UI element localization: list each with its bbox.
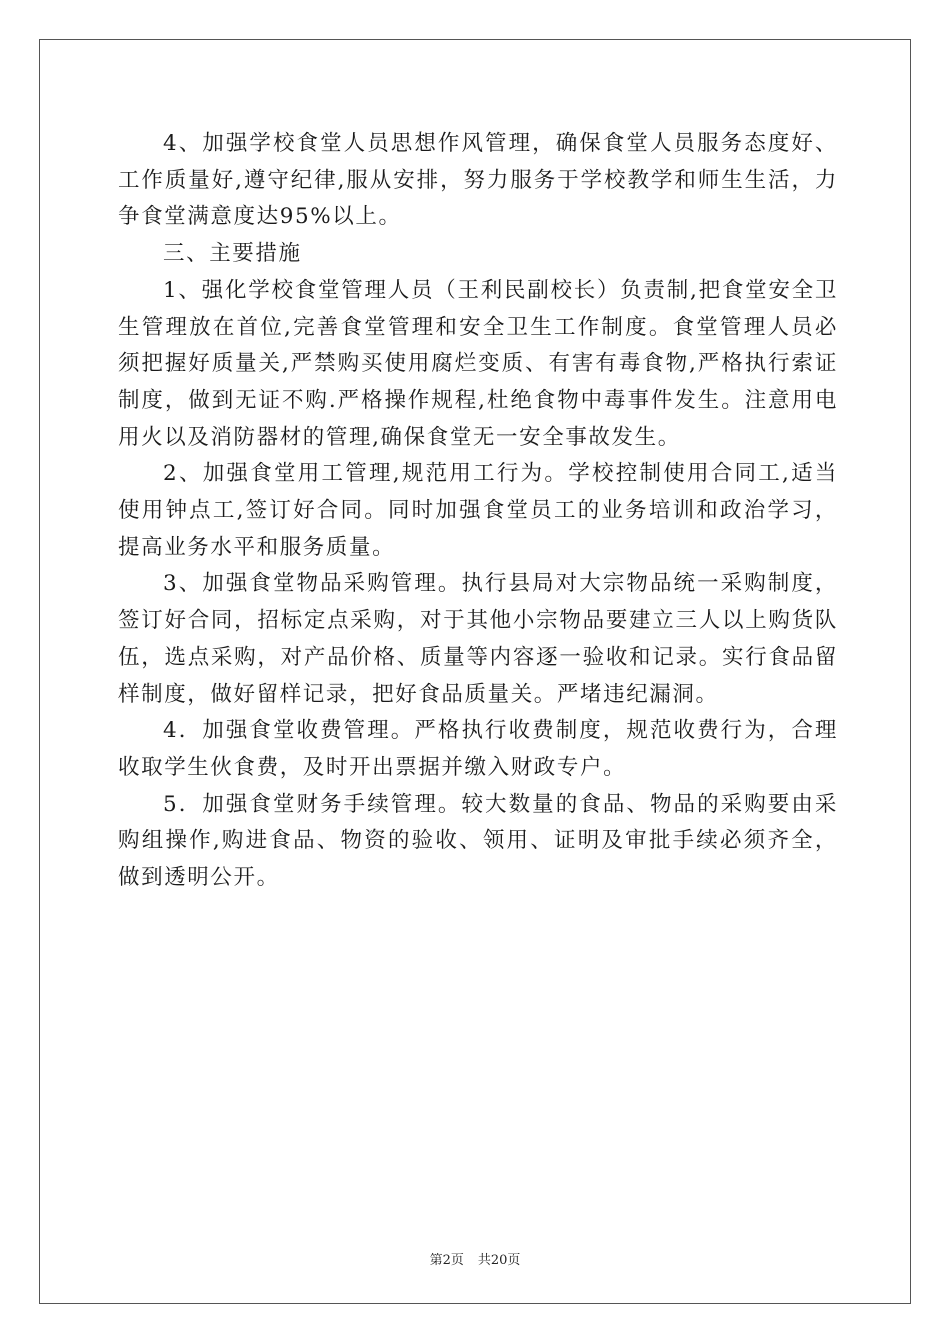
page-number: 第2页 (429, 1253, 464, 1268)
paragraph-measure-4: 4．加强食堂收费管理。严格执行收费制度，规范收费行为，合理收取学生伙食费，及时开出票据并缴入财政专户。 (118, 718, 838, 780)
paragraph-measure-1: 1、强化学校食堂管理人员（王利民副校长）负责制,把食堂安全卫生管理放在首位,完善食堂管理和安全卫生工作制度。食堂管理人员必须把握好质量关,严禁购买使用腐烂变质、有害有毒食物,严格执行索证制度，做到无证不购.严格操作规程,杜绝食物中毒事件发生。注意用电用火以及消防器材的管理,确保食堂无一安全事故发生。 (118, 277, 838, 450)
page-total: 共20页 (477, 1253, 521, 1268)
section-heading-main-measures: 三、主要措施 (163, 241, 302, 267)
paragraph-measure-3: 3、加强食堂物品采购管理。执行县局对大宗物品统一采购制度，签订好合同，招标定点采购，对于其他小宗物品要建立三人以上购货队伍，选点采购，对产品价格、质量等内容逐一验收和记录。实行食品留样制度，做好留样记录，把好食品质量关。严堵违纪漏洞。 (118, 571, 838, 707)
document-body (118, 126, 838, 897)
page-footer (0, 1249, 950, 1268)
paragraph-measure-2: 2、加强食堂用工管理,规范用工行为。学校控制使用合同工,适当使用钟点工,签订好合同。同时加强食堂员工的业务培训和政治学习，提高业务水平和服务质量。 (118, 461, 838, 560)
paragraph-measure-5: 5．加强食堂财务手续管理。较大数量的食品、物品的采购要由采购组操作,购进食品、物资的验收、领用、证明及审批手续必须齐全，做到透明公开。 (118, 791, 838, 891)
paragraph-goal-4: 4、加强学校食堂人员思想作风管理，确保食堂人员服务态度好、工作质量好,遵守纪律,服从安排，努力服务于学校教学和师生生活，力争食堂满意度达95%以上。 (118, 131, 838, 230)
